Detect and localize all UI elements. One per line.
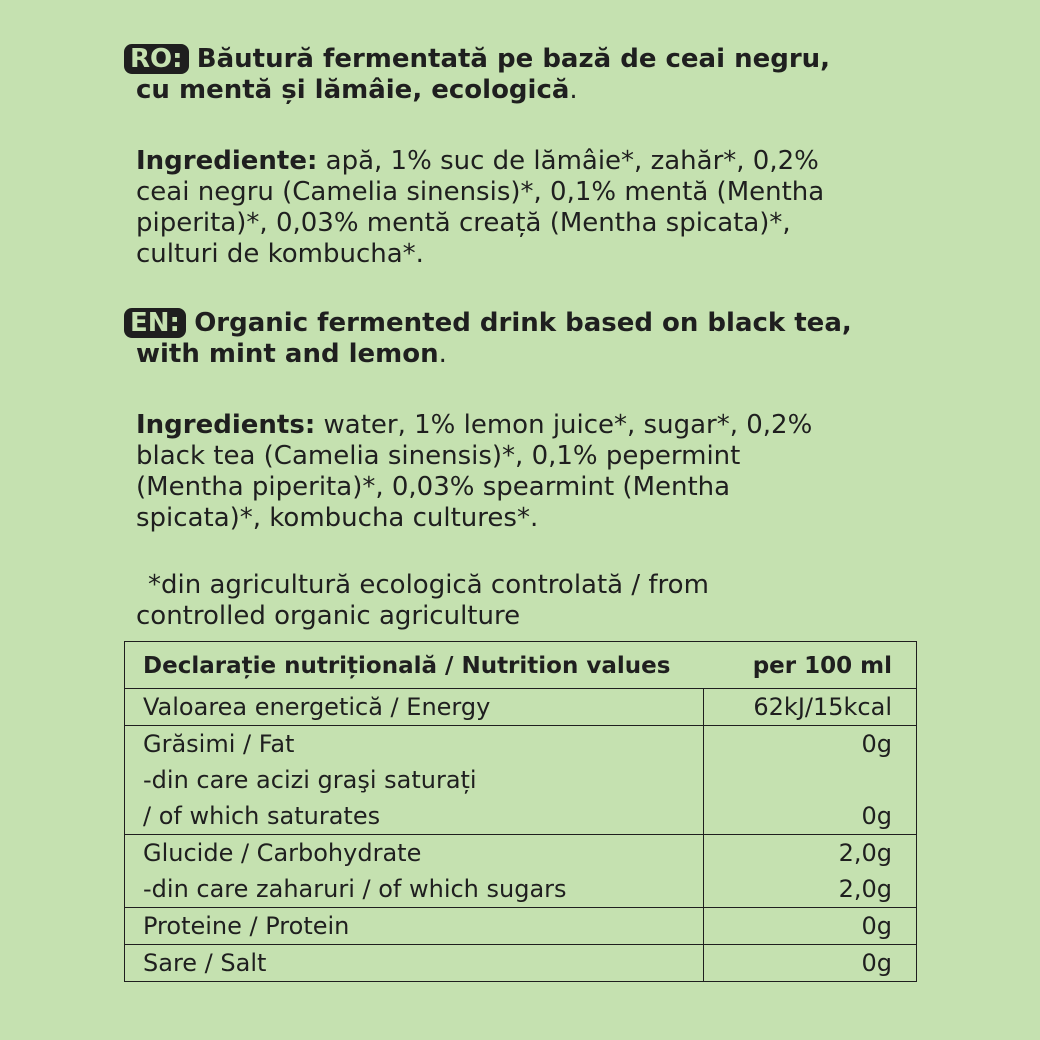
carb-values-cell	[704, 835, 917, 908]
en-title-end: .	[438, 339, 447, 369]
nutrition-header-value: per 100 ml	[704, 642, 917, 689]
nutrition-header-label: Declarație nutrițională / Nutrition values	[125, 642, 704, 689]
fat-label: Grăsimi / Fat	[143, 730, 295, 758]
ro-title-line1: Băutură fermentată pe bază de ceai negru,	[196, 44, 831, 74]
en-ingredients	[124, 410, 924, 534]
protein-label: Proteine / Protein	[125, 908, 704, 945]
ro-title-end: .	[569, 75, 578, 105]
footnote-line1: *din agricultură ecologică controlată / from	[148, 570, 709, 600]
label-text	[124, 44, 924, 632]
en-title-line1: Organic fermented drink based on black tea,	[194, 308, 852, 338]
salt-value: 0g	[704, 945, 917, 982]
table-row	[125, 908, 917, 945]
fat-cell	[125, 726, 704, 835]
carbohydrate-value: 2,0g	[838, 839, 892, 867]
nutrition-table	[124, 641, 917, 982]
en-ingredients-line2: black tea (Camelia sinensis)*, 0,1% pepermint	[136, 441, 741, 471]
ro-ingredients-line3: piperita)*, 0,03% mentă creață (Mentha spicata)*,	[136, 208, 791, 238]
table-row	[125, 945, 917, 982]
table-row	[125, 689, 917, 726]
footnote-line2: controlled organic agriculture	[136, 601, 521, 631]
ro-ingredients-line2: ceai negru (Camelia sinensis)*, 0,1% mentă (Mentha	[136, 177, 825, 207]
energy-label: Valoarea energetică / Energy	[125, 689, 704, 726]
saturates-label-line1: -din care acizi graşi saturați	[143, 766, 477, 794]
ro-title-line2: cu mentă și lămâie, ecologică	[136, 75, 570, 105]
table-row	[125, 835, 917, 908]
ro-title	[124, 44, 924, 106]
ro-ingredients	[124, 146, 924, 270]
saturates-value: 0g	[861, 802, 892, 830]
nutrition-header-row	[125, 642, 917, 689]
carbohydrate-label: Glucide / Carbohydrate	[143, 839, 422, 867]
saturates-label-line2: / of which saturates	[143, 802, 381, 830]
en-ingredients-line3: (Mentha piperita)*, 0,03% spearmint (Mentha	[136, 472, 731, 502]
ro-ingredients-label: Ingrediente:	[136, 146, 318, 176]
en-ingredients-label: Ingredients:	[136, 410, 316, 440]
protein-value: 0g	[704, 908, 917, 945]
carb-cell	[125, 835, 704, 908]
fat-value: 0g	[861, 730, 892, 758]
en-language-tag: EN:	[124, 308, 186, 338]
organic-footnote	[124, 570, 924, 632]
table-row	[125, 726, 917, 835]
salt-label: Sare / Salt	[125, 945, 704, 982]
en-title	[124, 308, 924, 370]
ro-ingredients-line4: culturi de kombucha*.	[136, 239, 424, 269]
ro-language-tag: RO:	[124, 44, 189, 74]
fat-values-cell	[704, 726, 917, 835]
sugars-label: -din care zaharuri / of which sugars	[143, 875, 567, 903]
sugars-value: 2,0g	[838, 875, 892, 903]
ro-ingredients-line1: apă, 1% suc de lămâie*, zahăr*, 0,2%	[317, 146, 819, 176]
en-ingredients-line4: spicata)*, kombucha cultures*.	[136, 503, 539, 533]
energy-value: 62kJ/15kcal	[704, 689, 917, 726]
en-ingredients-line1: water, 1% lemon juice*, sugar*, 0,2%	[315, 410, 813, 440]
en-title-line2: with mint and lemon	[136, 339, 439, 369]
